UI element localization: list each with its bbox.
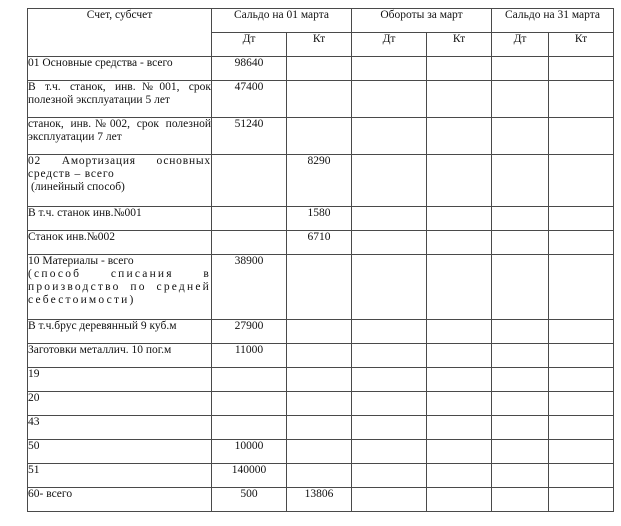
closing-dt-cell bbox=[492, 207, 549, 231]
opening-dt-cell: 38900 bbox=[212, 255, 287, 320]
opening-dt-cell: 500 bbox=[212, 488, 287, 512]
turnover-dt-cell bbox=[352, 464, 427, 488]
closing-kt-cell bbox=[549, 440, 614, 464]
turnover-kt-cell bbox=[427, 207, 492, 231]
closing-kt-cell bbox=[549, 207, 614, 231]
turnover-dt-cell bbox=[352, 81, 427, 118]
turnover-kt-cell bbox=[427, 344, 492, 368]
account-label-line: (линейный способ) bbox=[31, 181, 125, 193]
opening-kt-cell bbox=[287, 57, 352, 81]
account-cell: Заготовки металлич. 10 пог.м bbox=[28, 344, 212, 368]
opening-kt-cell bbox=[287, 320, 352, 344]
account-cell: В т.ч. станок инв.№001 bbox=[28, 207, 212, 231]
account-cell: 43 bbox=[28, 416, 212, 440]
account-cell: 19 bbox=[28, 368, 212, 392]
opening-dt-cell bbox=[212, 155, 287, 207]
closing-kt-cell bbox=[549, 416, 614, 440]
opening-dt-cell: 10000 bbox=[212, 440, 287, 464]
turnover-dt-cell bbox=[352, 118, 427, 155]
trial-balance-table bbox=[27, 8, 614, 512]
table-row bbox=[28, 155, 614, 207]
opening-dt-cell: 47400 bbox=[212, 81, 287, 118]
opening-kt-cell: 1580 bbox=[287, 207, 352, 231]
header-closing-kt: Кт bbox=[549, 33, 614, 57]
closing-kt-cell bbox=[549, 155, 614, 207]
table-row bbox=[28, 57, 614, 81]
opening-dt-cell: 98640 bbox=[212, 57, 287, 81]
turnover-dt-cell bbox=[352, 57, 427, 81]
closing-kt-cell bbox=[549, 344, 614, 368]
table-row bbox=[28, 464, 614, 488]
table-row bbox=[28, 81, 614, 118]
account-cell bbox=[28, 255, 212, 320]
turnover-kt-cell bbox=[427, 488, 492, 512]
closing-kt-cell bbox=[549, 368, 614, 392]
closing-kt-cell bbox=[549, 464, 614, 488]
closing-kt-cell bbox=[549, 488, 614, 512]
header-closing-dt: Дт bbox=[492, 33, 549, 57]
header-turnover-kt: Кт bbox=[427, 33, 492, 57]
opening-dt-cell: 51240 bbox=[212, 118, 287, 155]
closing-dt-cell bbox=[492, 392, 549, 416]
table-row bbox=[28, 118, 614, 155]
closing-kt-cell bbox=[549, 81, 614, 118]
table-row bbox=[28, 207, 614, 231]
table-row bbox=[28, 368, 614, 392]
table-row bbox=[28, 440, 614, 464]
header-account: Счет, субсчет bbox=[28, 9, 212, 57]
turnover-dt-cell bbox=[352, 344, 427, 368]
closing-dt-cell bbox=[492, 320, 549, 344]
table-row bbox=[28, 416, 614, 440]
turnover-kt-cell bbox=[427, 57, 492, 81]
closing-kt-cell bbox=[549, 392, 614, 416]
turnover-dt-cell bbox=[352, 155, 427, 207]
closing-kt-cell bbox=[549, 255, 614, 320]
opening-kt-cell bbox=[287, 392, 352, 416]
account-label-line: 02 Амортизация основных средств – всего bbox=[28, 155, 211, 180]
turnover-kt-cell bbox=[427, 464, 492, 488]
account-cell: станок, инв.№002, срок полезной эксплуатации 7 лет bbox=[28, 118, 212, 155]
closing-dt-cell bbox=[492, 231, 549, 255]
closing-dt-cell bbox=[492, 344, 549, 368]
closing-dt-cell bbox=[492, 368, 549, 392]
turnover-dt-cell bbox=[352, 231, 427, 255]
account-cell: 50 bbox=[28, 440, 212, 464]
table-row bbox=[28, 255, 614, 320]
table-row bbox=[28, 392, 614, 416]
turnover-kt-cell bbox=[427, 231, 492, 255]
opening-kt-cell bbox=[287, 255, 352, 320]
account-cell: 01 Основные средства - всего bbox=[28, 57, 212, 81]
header-opening-dt: Дт bbox=[212, 33, 287, 57]
closing-kt-cell bbox=[549, 118, 614, 155]
opening-kt-cell bbox=[287, 416, 352, 440]
opening-dt-cell: 27900 bbox=[212, 320, 287, 344]
header-opening-balance: Сальдо на 01 марта bbox=[212, 9, 352, 33]
opening-kt-cell bbox=[287, 440, 352, 464]
opening-kt-cell: 13806 bbox=[287, 488, 352, 512]
header-opening-kt: Кт bbox=[287, 33, 352, 57]
account-cell bbox=[28, 155, 212, 207]
turnover-dt-cell bbox=[352, 320, 427, 344]
header-turnover: Обороты за март bbox=[352, 9, 492, 33]
closing-dt-cell bbox=[492, 118, 549, 155]
opening-dt-cell bbox=[212, 231, 287, 255]
turnover-dt-cell bbox=[352, 255, 427, 320]
closing-dt-cell bbox=[492, 255, 549, 320]
opening-dt-cell bbox=[212, 368, 287, 392]
closing-kt-cell bbox=[549, 231, 614, 255]
turnover-kt-cell bbox=[427, 81, 492, 118]
opening-kt-cell bbox=[287, 118, 352, 155]
opening-kt-cell: 8290 bbox=[287, 155, 352, 207]
turnover-kt-cell bbox=[427, 440, 492, 464]
account-cell: 51 bbox=[28, 464, 212, 488]
account-cell: 60- всего bbox=[28, 488, 212, 512]
turnover-dt-cell bbox=[352, 440, 427, 464]
closing-dt-cell bbox=[492, 488, 549, 512]
account-label-line: 10 Материалы - всего bbox=[28, 255, 134, 267]
turnover-kt-cell bbox=[427, 320, 492, 344]
opening-dt-cell: 140000 bbox=[212, 464, 287, 488]
account-cell: В т.ч. станок, инв.№001, срок полезной эксплуатации 5 лет bbox=[28, 81, 212, 118]
turnover-kt-cell bbox=[427, 368, 492, 392]
closing-dt-cell bbox=[492, 81, 549, 118]
turnover-kt-cell bbox=[427, 118, 492, 155]
closing-kt-cell bbox=[549, 320, 614, 344]
opening-dt-cell bbox=[212, 392, 287, 416]
turnover-kt-cell bbox=[427, 255, 492, 320]
closing-dt-cell bbox=[492, 155, 549, 207]
turnover-dt-cell bbox=[352, 416, 427, 440]
opening-kt-cell bbox=[287, 344, 352, 368]
turnover-kt-cell bbox=[427, 416, 492, 440]
turnover-kt-cell bbox=[427, 392, 492, 416]
closing-dt-cell bbox=[492, 464, 549, 488]
turnover-dt-cell bbox=[352, 392, 427, 416]
header-row-groups bbox=[28, 9, 614, 33]
turnover-dt-cell bbox=[352, 207, 427, 231]
turnover-kt-cell bbox=[427, 155, 492, 207]
account-cell: В т.ч.брус деревянный 9 куб.м bbox=[28, 320, 212, 344]
closing-kt-cell bbox=[549, 57, 614, 81]
table-row bbox=[28, 488, 614, 512]
table-row bbox=[28, 320, 614, 344]
table-row bbox=[28, 231, 614, 255]
closing-dt-cell bbox=[492, 57, 549, 81]
header-turnover-dt: Дт bbox=[352, 33, 427, 57]
turnover-dt-cell bbox=[352, 488, 427, 512]
opening-kt-cell bbox=[287, 81, 352, 118]
account-cell: Станок инв.№002 bbox=[28, 231, 212, 255]
opening-kt-cell: 6710 bbox=[287, 231, 352, 255]
closing-dt-cell bbox=[492, 416, 549, 440]
trial-balance-sheet bbox=[27, 8, 614, 512]
opening-dt-cell: 11000 bbox=[212, 344, 287, 368]
closing-dt-cell bbox=[492, 440, 549, 464]
opening-dt-cell bbox=[212, 207, 287, 231]
account-cell: 20 bbox=[28, 392, 212, 416]
opening-kt-cell bbox=[287, 464, 352, 488]
opening-dt-cell bbox=[212, 416, 287, 440]
account-label-line: (способ списания в производство по средней себестоимости) bbox=[28, 268, 211, 306]
turnover-dt-cell bbox=[352, 368, 427, 392]
header-closing-balance: Сальдо на 31 марта bbox=[492, 9, 614, 33]
table-row bbox=[28, 344, 614, 368]
opening-kt-cell bbox=[287, 368, 352, 392]
